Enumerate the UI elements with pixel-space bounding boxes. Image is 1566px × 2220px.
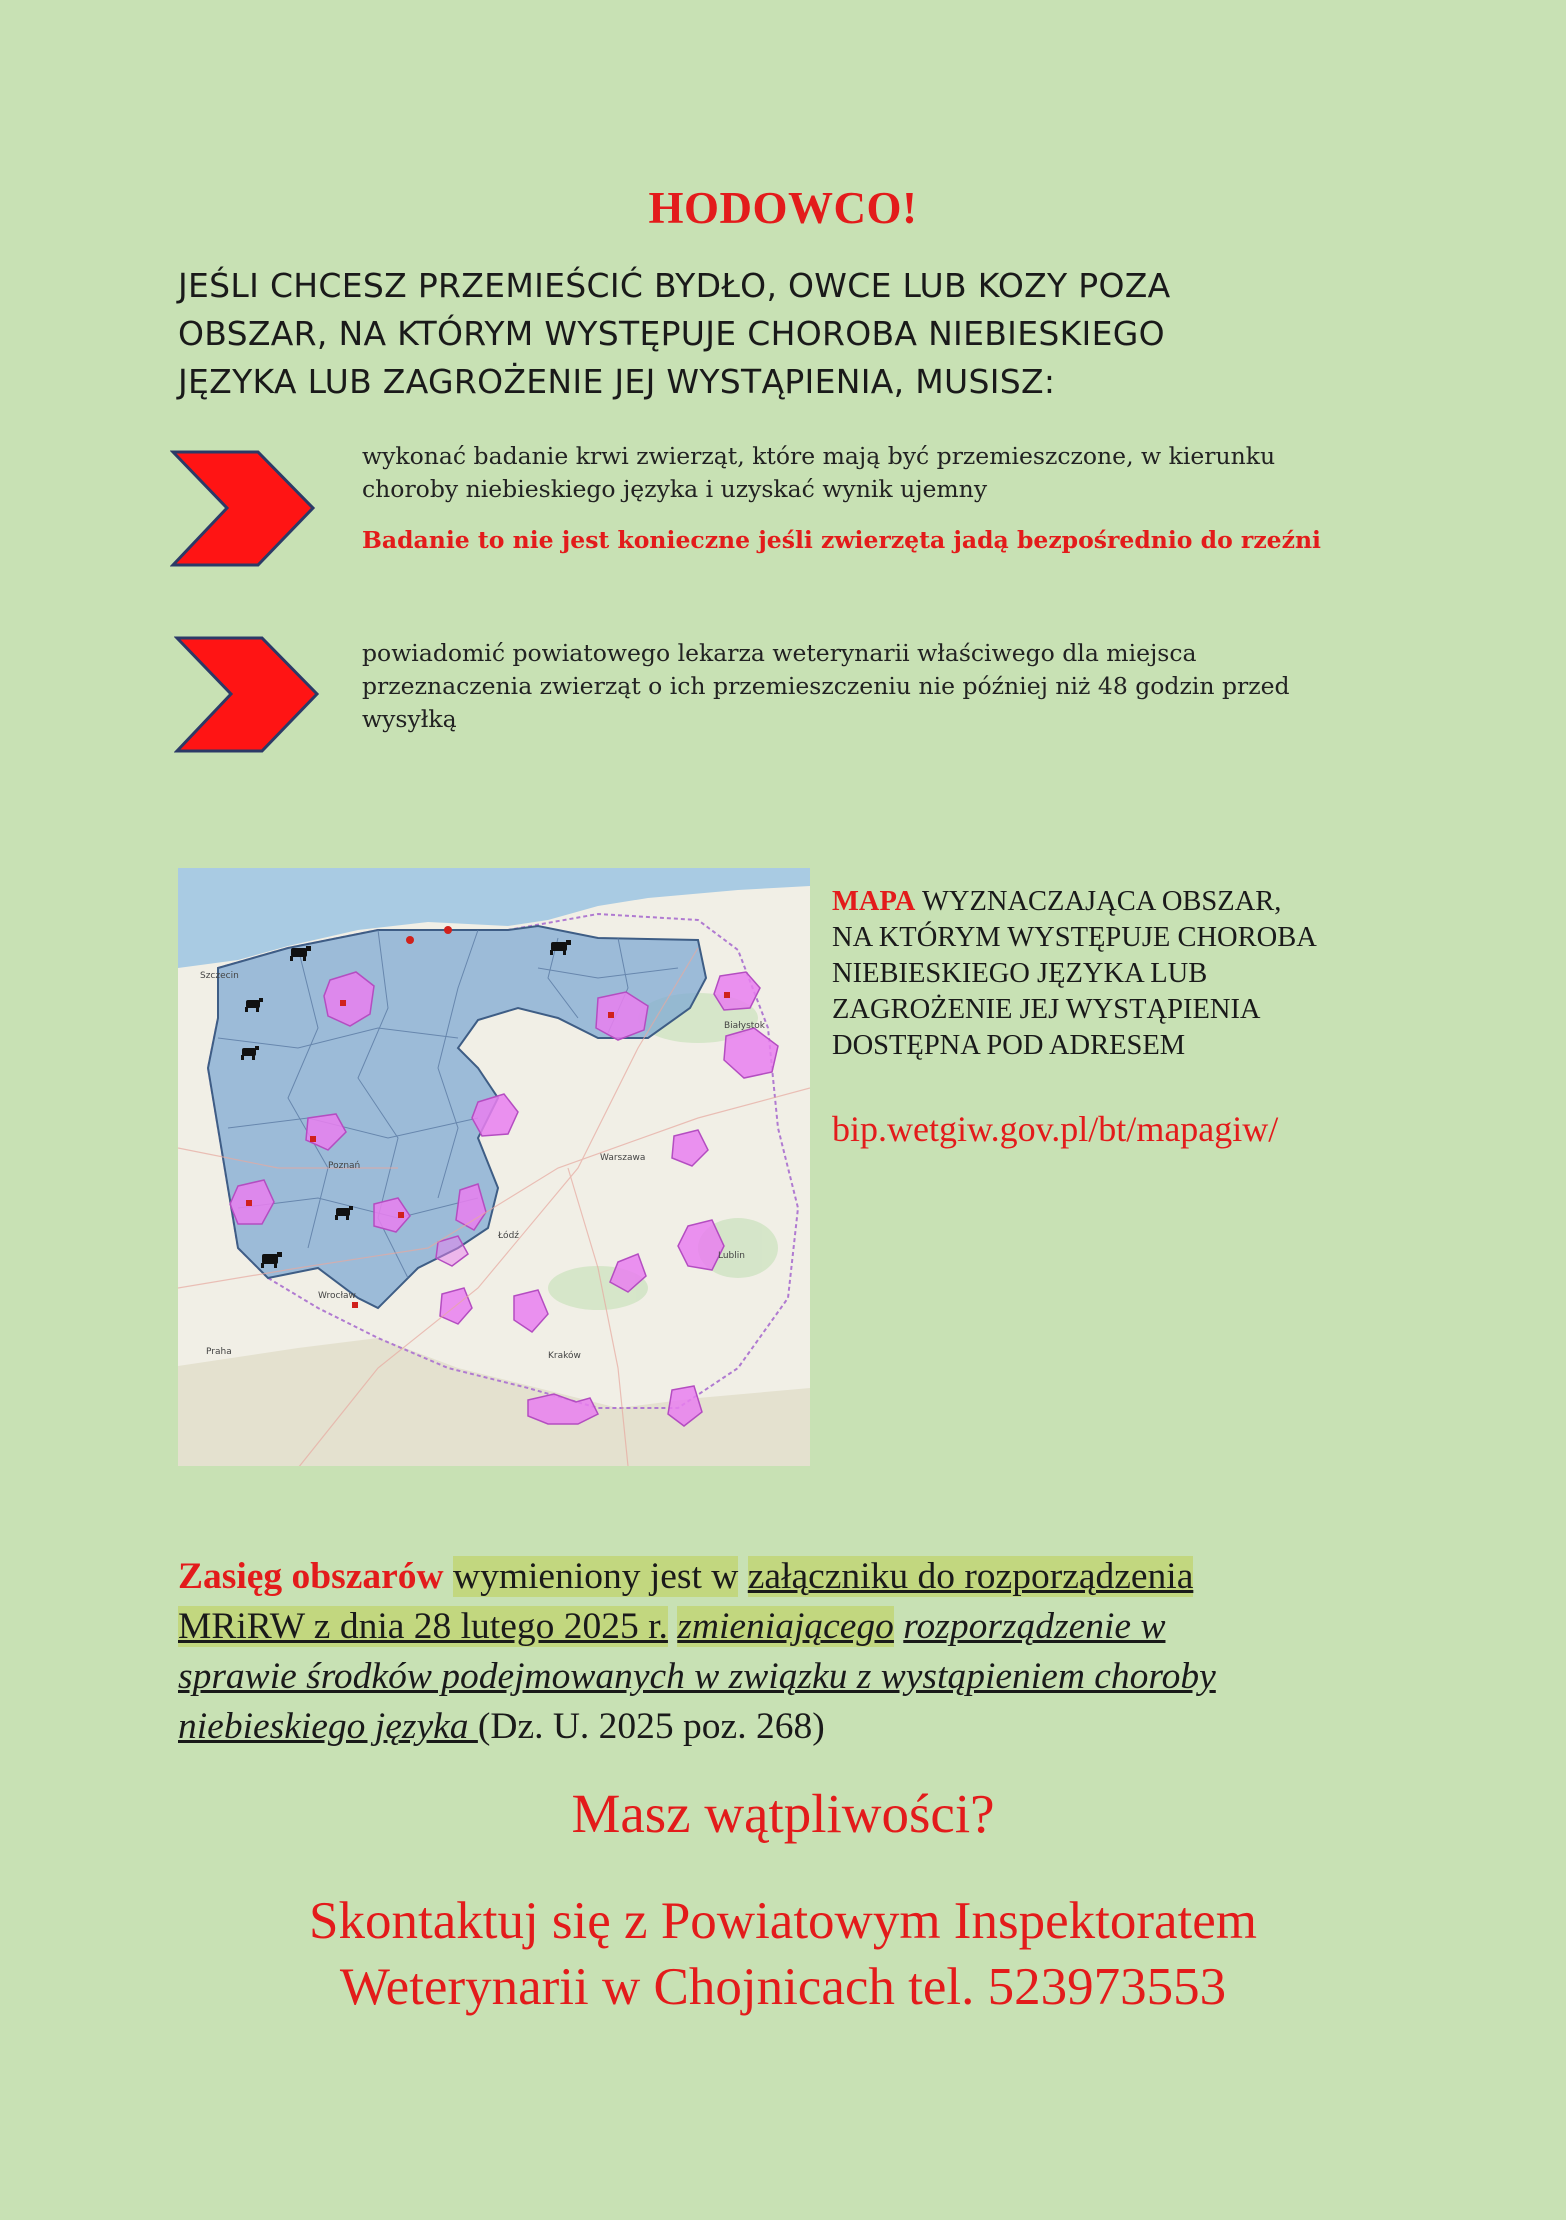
intro-text	[178, 262, 1408, 406]
contact-line: Weterynarii w Chojnicach tel. 523973553	[339, 1958, 1227, 2016]
map-label-szczecin: Szczecin	[200, 971, 239, 981]
intro-line: JEŚLI CHCESZ PRZEMIEŚCIĆ BYDŁO, OWCE LUB KOZY POZA	[178, 266, 1171, 305]
step-1-line: choroby niebieskiego języka i uzyskać wynik ujemny	[362, 475, 988, 503]
step-2-line: wysyłką	[362, 705, 457, 733]
regulation-link[interactable]: rozporządzenie w	[903, 1606, 1166, 1647]
range-paragraph	[178, 1552, 1438, 1752]
regulation-link[interactable]: zmieniającego	[677, 1606, 894, 1647]
step-1	[362, 440, 1402, 554]
step-2	[362, 637, 1402, 736]
map-caption-line: NIEBIESKIEGO JĘZYKA LUB	[832, 958, 1208, 989]
map-label-praha: Praha	[206, 1347, 232, 1357]
step-1-note: Badanie to nie jest konieczne jeśli zwierzęta jadą bezpośrednio do rzeźni	[362, 526, 1321, 554]
map-label-lodz: Łódź	[498, 1231, 520, 1241]
bluetongue-zone-map	[178, 868, 810, 1466]
map-url-link[interactable]: bip.wetgiw.gov.pl/bt/mapagiw/	[832, 1109, 1279, 1149]
step-2-line: powiadomić powiatowego lekarza weterynarii właściwego dla miejsca	[362, 639, 1197, 667]
doubt-heading: Masz wątpliwości?	[571, 1783, 995, 1844]
red-chevron-arrow-icon	[174, 636, 324, 756]
step-2-line: przeznaczenia zwierząt o ich przemieszczeniu nie później niż 48 godzin przed	[362, 672, 1290, 700]
map-caption-line: DOSTĘPNA POD ADRESEM	[832, 1030, 1186, 1061]
red-chevron-arrow-icon	[170, 450, 320, 570]
intro-line: JĘZYKA LUB ZAGROŻENIE JEJ WYSTĄPIENIA, MUSISZ:	[178, 362, 1056, 401]
map-caption-line-1: MAPA WYZNACZAJĄCA OBSZAR,	[832, 886, 1282, 917]
map-label-bialystok: Białystok	[724, 1021, 766, 1031]
map-label-krakow: Kraków	[548, 1351, 581, 1361]
map-label-poznan: Poznań	[328, 1161, 361, 1171]
regulation-link[interactable]: MRiRW z dnia 28 lutego 2025 r.	[178, 1606, 668, 1647]
map-label-lublin: Lublin	[718, 1251, 745, 1261]
map-caption-highlight: MAPA	[832, 886, 916, 917]
intro-line: OBSZAR, NA KTÓRYM WYSTĘPUJE CHOROBA NIEBIESKIEGO	[178, 314, 1165, 353]
range-tail: (Dz. U. 2025 poz. 268)	[477, 1706, 825, 1747]
contact-info	[0, 1888, 1566, 2020]
map-label-warszawa: Warszawa	[600, 1153, 646, 1163]
map-label-wroclaw: Wrocław	[318, 1291, 356, 1301]
map-caption-line: ZAGROŻENIE JEJ WYSTĄPIENIA	[832, 994, 1261, 1025]
range-part1: wymieniony jest w	[453, 1556, 739, 1597]
regulation-link[interactable]: załączniku do rozporządzenia	[747, 1556, 1194, 1597]
range-lead: Zasięg obszarów	[178, 1556, 444, 1597]
regulation-link[interactable]: sprawie środków podejmowanych w związku z wystąpieniem choroby	[178, 1656, 1216, 1697]
map-caption-line: NA KTÓRYM WYSTĘPUJE CHOROBA	[832, 922, 1317, 953]
regulation-link[interactable]: niebieskiego języka	[178, 1706, 478, 1747]
page-title: HODOWCO!	[648, 183, 918, 233]
map-caption	[832, 884, 1452, 1064]
contact-line: Skontaktuj się z Powiatowym Inspektoratem	[309, 1892, 1257, 1950]
step-1-line: wykonać badanie krwi zwierząt, które mają być przemieszczone, w kierunku	[362, 442, 1276, 470]
